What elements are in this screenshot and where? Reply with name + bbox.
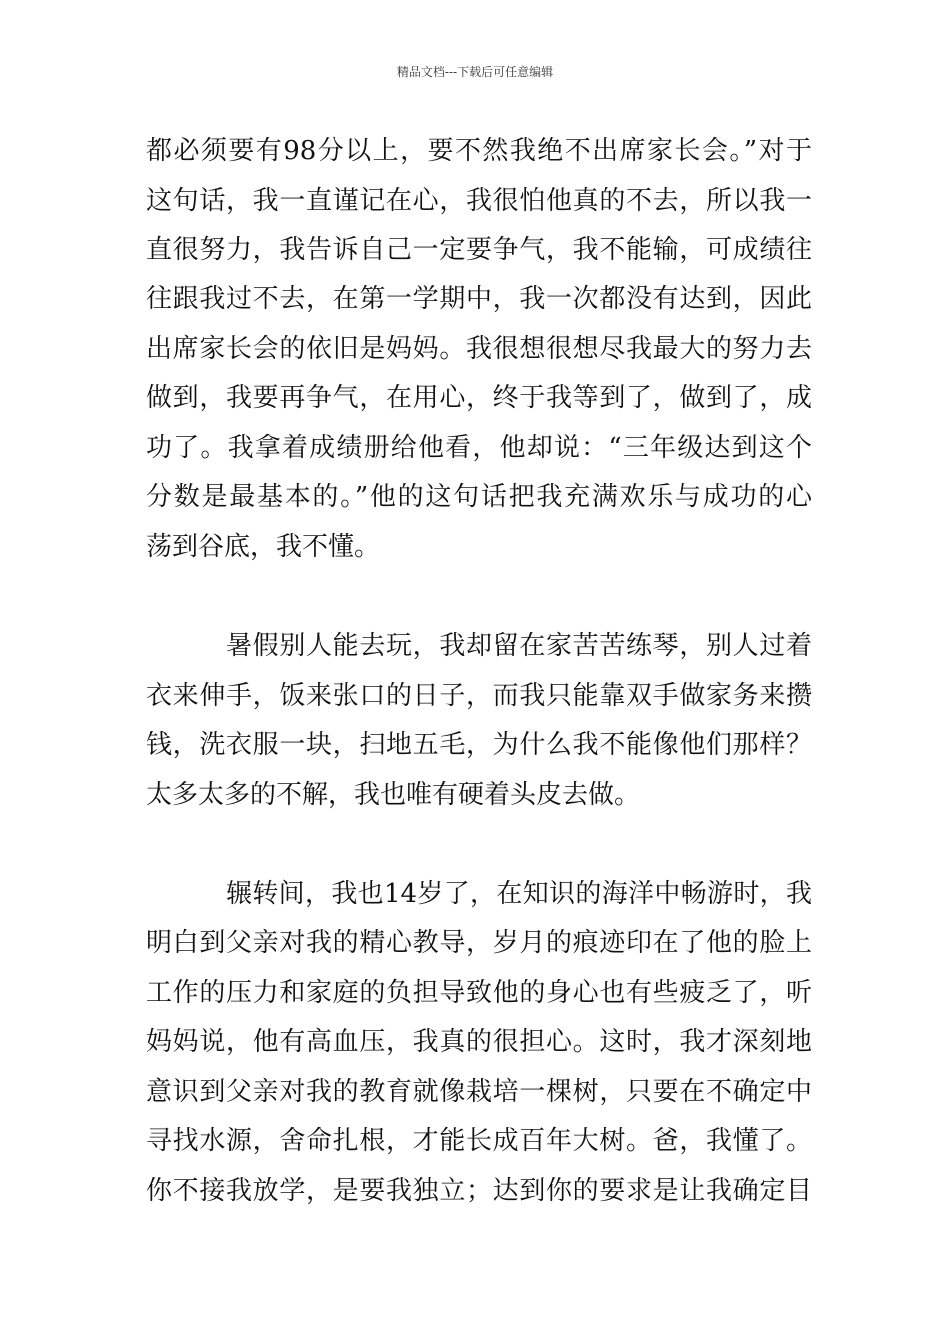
paragraph-2-line: 暑假别人能去玩，我却留在家苦苦练琴，别人过着 [226,631,812,661]
paragraph-1-line: 直很努力，我告诉自己一定要争气，我不能输，可成绩往 [146,235,812,265]
page-header: 精品文档---下载后可任意编辑 [396,65,554,79]
paragraph-3-line: 你不接我放学，是要我独立；达到你的要求是让我确定目 [146,1176,812,1206]
paragraph-3-line: 妈妈说，他有高血压，我真的很担心。这时，我才深刻地 [146,1027,812,1057]
paragraph-2-line: 太多太多的不解，我也唯有硬着头皮去做。 [146,780,641,810]
paragraph-3-line: 明白到父亲对我的精心教导，岁月的痕迹印在了他的脸上 [146,928,812,958]
paragraph-1-line: 功了。我拿着成绩册给他看，他却说：“三年级达到这个 [146,433,812,463]
paragraph-1-line: 都必须要有98分以上，要不然我绝不出席家长会。”对于 [146,136,812,166]
paragraph-2-line: 钱，洗衣服一块，扫地五毛，为什么我不能像他们那样？ [146,730,812,760]
paragraph-1-line: 出席家长会的依旧是妈妈。我很想很想尽我最大的努力去 [146,334,812,364]
paragraph-1-line: 这句话，我一直谨记在心，我很怕他真的不去，所以我一 [146,186,812,216]
paragraph-1-line: 荡到谷底，我不懂。 [146,532,381,562]
paragraph-1-line: 往跟我过不去，在第一学期中，我一次都没有达到，因此 [146,284,812,314]
paragraph-3-line: 工作的压力和家庭的负担导致他的身心也有些疲乏了，听 [146,978,812,1008]
paragraph-2-line: 衣来伸手，饭来张口的日子，而我只能靠双手做家务来攒 [146,681,812,711]
paragraph-1-line: 分数是最基本的。”他的这句话把我充满欢乐与成功的心 [146,482,812,512]
paragraph-3-line: 意识到父亲对我的教育就像栽培一棵树，只要在不确定中 [146,1077,812,1107]
paragraph-1-line: 做到，我要再争气，在用心，终于我等到了，做到了，成 [146,383,812,413]
paragraph-3-line: 辗转间，我也14岁了，在知识的海洋中畅游时，我 [226,879,812,909]
paragraph-3-line: 寻找水源，舍命扎根，才能长成百年大树。爸，我懂了。 [146,1126,812,1156]
